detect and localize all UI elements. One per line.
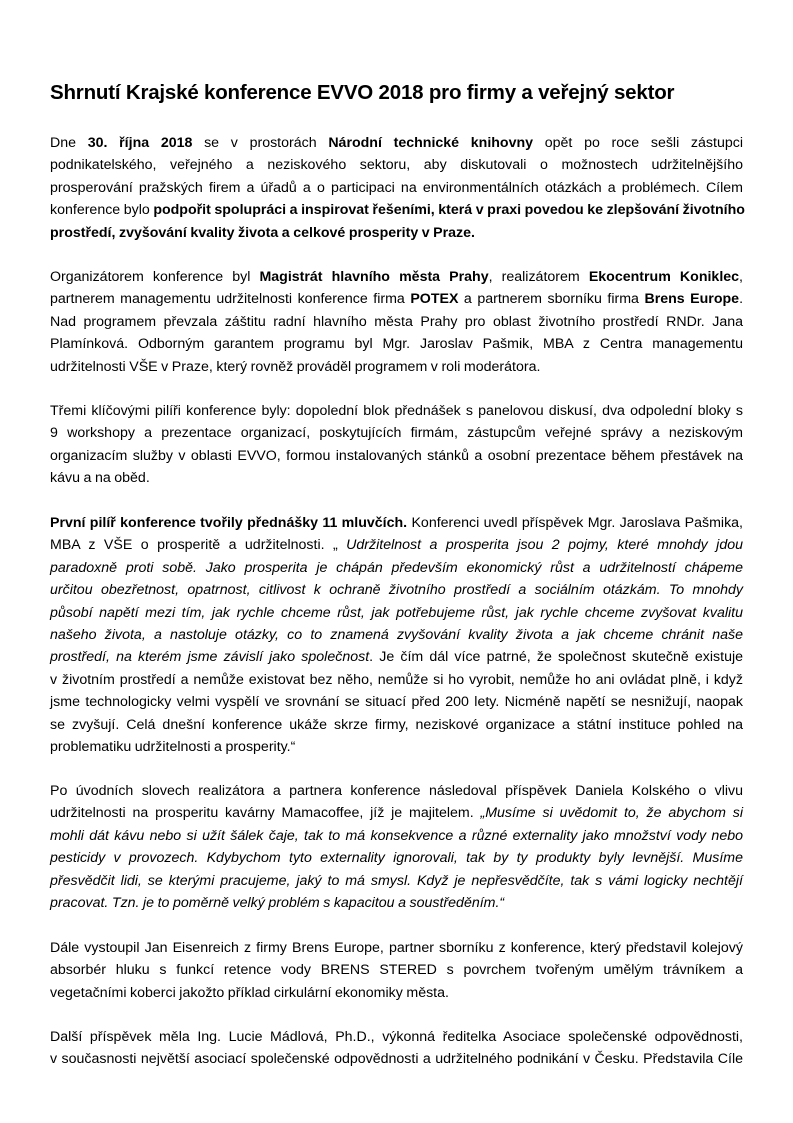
paragraph-intro	[50, 132, 743, 244]
text-line: v životním prostředí a nemůže existovat bez něho, nemůže si ho vyrobit, nemůže ho ani ovládat plně, i když	[50, 671, 743, 688]
text-line: pesticidy v provozech. Kdybychom tyto externality ignorovali, tak by ty produkty byly levnější. Musíme	[50, 850, 743, 867]
text-line: Dále vystoupil Jan Eisenreich z firmy Brens Europe, partner sborníku z konference, který představil kolejový	[50, 940, 743, 956]
text-line: se zvyšují. Celá dnešní konference ukáže skrze firmy, neziskové organizace a státní instituce pohled na	[50, 716, 743, 733]
text-line: prosperování pražských firem a úřadů a o participaci na environmentálních otázkách a problémech. Cílem	[50, 179, 743, 196]
text-line: Organizátorem konference byl Magistrát hlavního města Prahy, realizátorem Ekocentrum Koniklec,	[50, 269, 743, 285]
text-line: Plamínková. Odborným garantem programu byl Mgr. Jaroslav Pašmik, MBA z Centra managementu	[50, 336, 743, 353]
text-line: udržitelnosti VŠE v Praze, který rovněž prováděl programem v roli moderátora.	[50, 358, 541, 375]
text-line: partnerem managementu udržitelnosti konference firma POTEX a partnerem sborníku firma Brens Europe.	[50, 291, 744, 308]
text-line: prostředí, na kterém jsme závislí jako společnost. Je čím dál více patrné, že společnost skutečně existuje	[50, 649, 743, 666]
text-line: určitou obezřetnost, opatrnost, citlivost k ochraně životního prostředí a sociálním otázkám. To mnohdy	[50, 582, 743, 599]
paragraph-first-pillar	[50, 512, 743, 758]
document-title: Shrnutí Krajské konference EVVO 2018 pro firmy a veřejný sektor	[50, 81, 675, 104]
text-line: Po úvodních slovech realizátora a partnera konference následoval příspěvek Daniela Kolského o vlivu	[50, 783, 743, 799]
text-line: udržitelnosti na prosperitu kavárny Mamacoffee, jíž je majitelem. „Musíme si uvědomit to, že abychom si	[50, 805, 743, 822]
text-line: Dne 30. října 2018 se v prostorách Národní technické knihovny opět po roce sešli zástupci	[50, 135, 743, 151]
text-line: pracovat. Tzn. je to poměrně velký problém s kapacitou a soustředěním.“	[50, 895, 505, 912]
text-line: v současnosti největší asociací společenské odpovědnosti a udržitelného podnikání v Česku. Představila Cíle	[50, 1051, 743, 1068]
paragraph-mamacoffee	[50, 780, 743, 914]
text-line: Nad programem převzala záštitu radní hlavního města Prahy pro oblast životního prostředí RNDr. Jana	[50, 313, 743, 330]
text-line: mohli dát kávu nebo si užít šálek čaje, tak to má konsekvence a různé externality jako množství vody nebo	[50, 827, 743, 844]
text-line: paradoxně proti sobě. Jako prosperita je chápán především ekonomický růst a udržitelností chápeme	[50, 559, 743, 576]
text-line: působí napětí mezi tím, jak rychle chceme růst, jak potřebujeme růst, jak rychle chceme zvyšovat kvalitu	[50, 604, 743, 621]
text-line: Další příspěvek měla Ing. Lucie Mádlová, Ph.D., výkonná ředitelka Asociace společenské odpovědnosti,	[50, 1029, 743, 1045]
text-line: konference bylo podpořit spolupráci a inspirovat řešeními, která v praxi povedou ke zlepšování životního	[50, 202, 745, 219]
text-line: podnikatelského, veřejného a neziskového sektoru, aby diskutovali o možnostech udržitelnějšího	[50, 157, 743, 174]
paragraph-madlova	[50, 1026, 743, 1071]
text-line: absorbér hluku s funkcí retence vody BRENS STERED s povrchem tvořeným umělým trávníkem a	[50, 962, 743, 979]
text-line: vegetačními koberci jakožto příklad cirkulární ekonomiky města.	[50, 984, 449, 1001]
text-line: prostředí, zvyšování kvality života a celkové prosperity v Praze.	[50, 224, 475, 241]
text-line: Třemi klíčovými pilíři konference byly: dopolední blok přednášek s panelovou diskusí, dva odpolední bloky s	[50, 403, 743, 419]
text-line: První pilíř konference tvořily přednášky 11 mluvčích. Konferenci uvedl příspěvek Mgr. Jaroslava Pašmika,	[50, 515, 743, 531]
text-line: přesvědčit lidi, se kterými pracujeme, jaký to má smysl. Když je nepřesvědčíte, tak s vámi logicky nechtějí	[50, 872, 743, 889]
text-line: našeho života, a nastoluje otázky, co to znamená zvyšování kvality života a jak chceme chránit naše	[50, 627, 743, 644]
paragraph-brens	[50, 937, 743, 1004]
paragraph-pillars	[50, 400, 743, 490]
text-line: kávu a na oběd.	[50, 470, 150, 487]
paragraph-organizers	[50, 266, 743, 378]
text-line: organizacím služby v oblasti EVVO, formou instalovaných stánků a osobní prezentace během přestávek na	[50, 447, 743, 464]
text-line: problematiku udržitelnosti a prosperity.“	[50, 739, 296, 756]
text-line: 9 workshopy a prezentace organizací, poskytujících firmám, zástupcům veřejné správy a neziskovým	[50, 425, 743, 442]
text-line: jsme technologicky velmi vyspělí ve srovnání se situací před 200 lety. Nicméně napětí se nesnižují, naopak	[50, 694, 743, 711]
text-line: MBA z VŠE o prosperitě a udržitelnosti. „ Udržitelnost a prosperita jsou 2 pojmy, které mnohdy jdou	[50, 537, 743, 554]
